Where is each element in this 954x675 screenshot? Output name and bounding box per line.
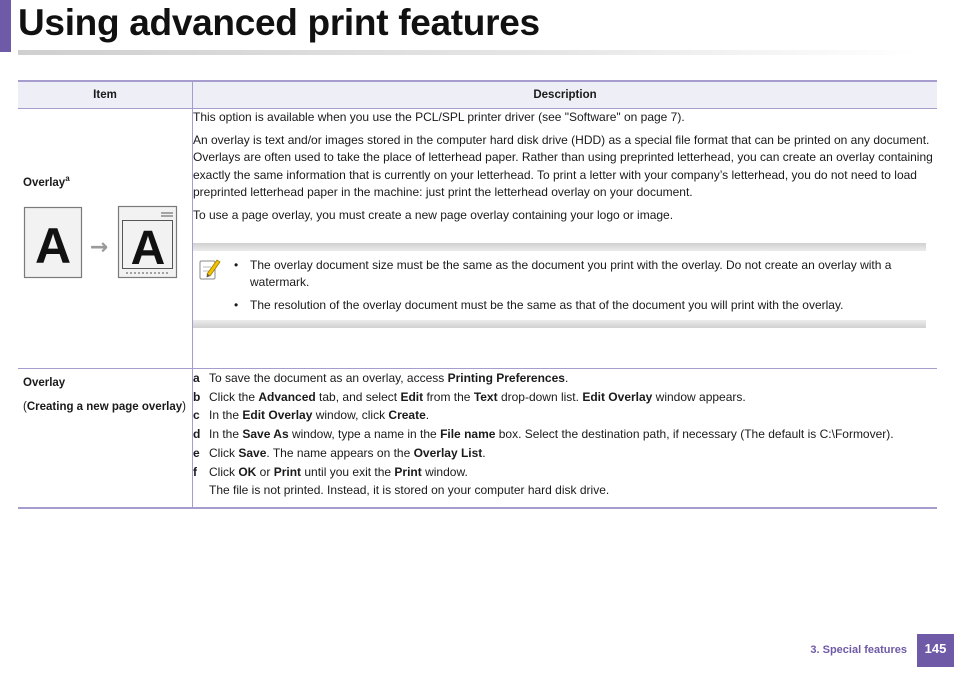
overlay-usage: To use a page overlay, you must create a new page overlay containing your logo or image. <box>193 207 674 222</box>
table-header-row <box>18 81 937 109</box>
column-header-description: Description <box>193 81 938 109</box>
step-item: b Click the Advanced tab, and select Edit from the Text drop-down list. Edit Overlay window appears. <box>193 389 746 404</box>
overlay-explanation: An overlay is text and/or images stored in the computer hard disk drive (HDD) as a special file format that can be printed on any document. Overlays are often used to take the place of letterhead paper. Rather than using preprinted letterhead, you can create an overlay containing exactly the same information that is currently on your letterhead. To print a letter with your company’s letterhead, you do not need to load preprinted letterhead paper in the machine: just print the letterhead overlay on your document. <box>193 132 933 200</box>
document-letter: A <box>34 218 72 274</box>
title-accent-bar <box>0 0 11 52</box>
footnote-marker: a <box>65 174 70 183</box>
page-number: 145 <box>917 634 954 667</box>
note-item: • The overlay document size must be the same as the document you print with the overlay. Do not create an overlay with a watermark. <box>234 257 892 290</box>
step-item: d In the Save As window, type a name in the File name box. Select the destination path, if necessary (The default is C:\Formover). <box>193 427 894 442</box>
step-item: c In the Edit Overlay window, click Create. <box>193 408 430 423</box>
footer-section-label: 3. Special features <box>810 644 907 656</box>
features-table <box>18 80 937 509</box>
item-cell <box>18 369 193 509</box>
item-label: Overlay$^a$ <box>23 174 70 189</box>
steps-cell <box>193 369 938 509</box>
note-box <box>193 243 926 329</box>
step-item: a To save the document as an overlay, access Printing Preferences. <box>193 371 569 385</box>
note-pencil-icon <box>199 257 221 281</box>
step-item: e Click Save. The name appears on the Overlay List. <box>193 445 486 460</box>
table-row <box>18 369 937 509</box>
bullet: • <box>234 297 239 312</box>
title-divider <box>18 50 918 55</box>
bullet: • <box>234 257 239 272</box>
overlay-illustration <box>23 205 179 283</box>
item-label: Overlay <box>23 377 66 389</box>
page-title: Using advanced print features <box>18 2 540 43</box>
item-cell <box>18 109 193 369</box>
item-sublabel: (Creating a new page overlay) <box>23 400 186 413</box>
column-header-item: Item <box>18 81 193 109</box>
step-item: f Click OK or Print until you exit the Print window. <box>193 464 468 479</box>
table-row <box>18 109 937 369</box>
description-cell <box>193 109 938 369</box>
note-list <box>193 251 926 315</box>
letterhead-letter: A <box>130 222 166 275</box>
arrow-right-icon: → <box>89 235 109 260</box>
step-result: The file is not printed. Instead, it is stored on your computer hard disk drive. <box>209 483 610 498</box>
driver-note: This option is available when you use the PCL/SPL printer driver (see "Software" on page 7). <box>193 110 685 124</box>
note-item: • The resolution of the overlay document must be the same as that of the document you will print with the overlay. <box>250 297 926 315</box>
